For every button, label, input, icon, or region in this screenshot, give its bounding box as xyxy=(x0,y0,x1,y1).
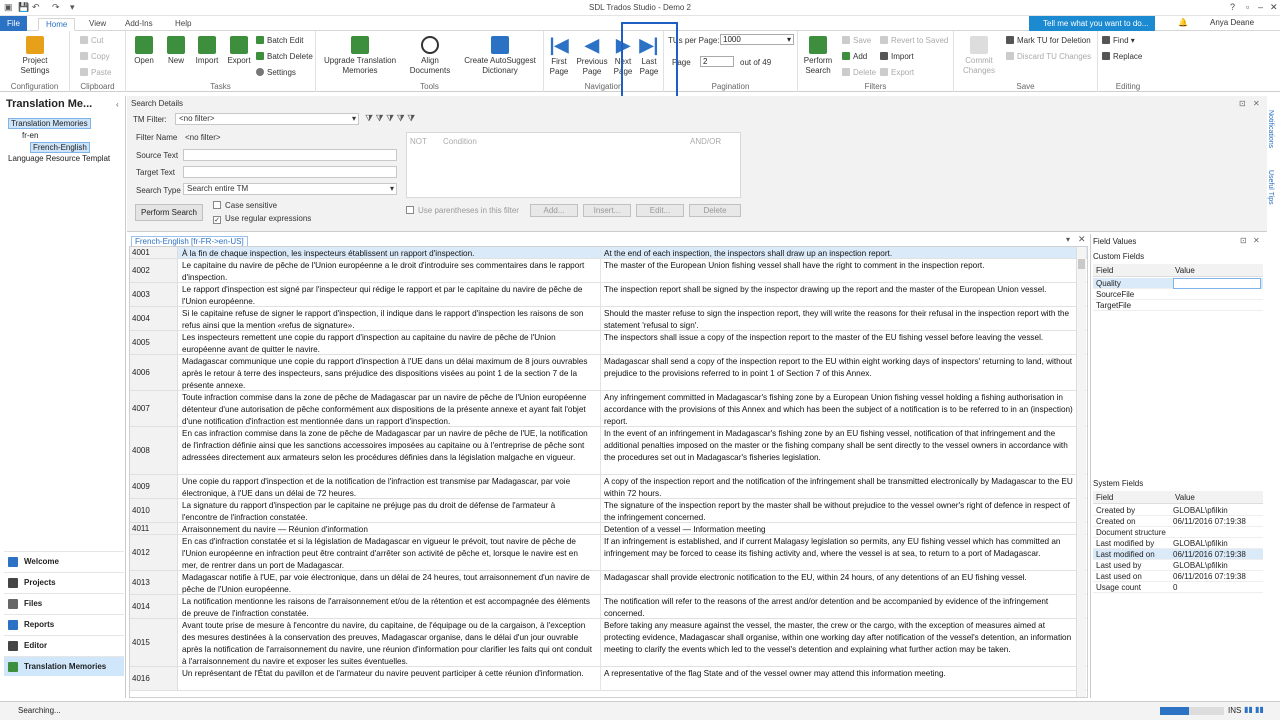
batch-edit-icon xyxy=(256,36,264,44)
custom-field-row[interactable] xyxy=(1093,289,1263,300)
editor-icon xyxy=(8,641,18,651)
source-segment[interactable]: Madagascar notifie à l'UE, par voie électronique, dans un délai de 24 heures, tout arraisonnement d'un navire de pêche de l'Union européenne. xyxy=(182,573,590,594)
target-segment[interactable]: Madagascar shall provide electronic notification to the EU, within 24 hours, of any detentions of an EU fishing vessel. xyxy=(604,573,1027,582)
target-segment[interactable]: If an infringement is established, and if current Malagasy legislation so permits, any EU fishing vessel which has committed an infringement may be forced to cease its fishing activity and, where the vessel is at sea, to return to a port of Madagascar. xyxy=(604,537,1061,558)
import-icon xyxy=(880,52,888,60)
tus-per-page-select[interactable]: 1000 ▾ xyxy=(720,34,794,45)
field-name: Created on xyxy=(1096,517,1136,526)
upgrade-tm-button[interactable]: Upgrade Translation Memories xyxy=(322,34,398,76)
commit-icon xyxy=(970,36,988,54)
col-condition: Condition xyxy=(443,137,477,146)
tu-id: 4012 xyxy=(130,535,178,570)
find-button[interactable]: Find ▾ xyxy=(1102,36,1135,45)
field-value: 0 xyxy=(1173,583,1178,592)
column-divider xyxy=(600,331,601,354)
close-icon[interactable]: ✕ xyxy=(1253,236,1260,245)
cut-button[interactable]: Cut xyxy=(80,36,103,45)
field-name: Created by xyxy=(1096,506,1136,515)
close-icon[interactable]: ✕ xyxy=(1270,2,1278,12)
source-segment[interactable]: La notification mentionne les raisons de l'arraisonnement et/ou de la rétention et est accompagnée des éléments de preuve de l'infraction constatée. xyxy=(182,597,591,618)
system-field-row[interactable] xyxy=(1093,516,1263,527)
last-page-button[interactable]: ▶| Last Page xyxy=(636,34,662,77)
reports-icon xyxy=(8,620,18,630)
source-segment[interactable]: Si le capitaine refuse de signer le rapport d'inspection, il indique dans le rapport d'inspection les raisons de son refus ainsi que la mention «refus de signature». xyxy=(182,309,584,330)
system-field-row[interactable] xyxy=(1093,560,1263,571)
custom-field-row[interactable] xyxy=(1093,278,1263,289)
nav-welcome[interactable]: Welcome xyxy=(4,551,124,571)
col-and-or: AND/OR xyxy=(690,137,722,146)
tu-id: 4011 xyxy=(130,523,178,534)
first-page-button[interactable]: |◀ First Page xyxy=(546,34,572,77)
custom-fields-table[interactable] xyxy=(1093,278,1263,311)
title-bar xyxy=(0,0,1280,16)
batch-delete-button[interactable]: Batch Delete xyxy=(256,52,313,61)
field-value: GLOBAL\pfilkin xyxy=(1173,561,1228,570)
page-number-input[interactable]: 2 xyxy=(700,56,734,67)
tus-per-page-label: TUs per Page: xyxy=(668,36,720,45)
tu-id: 4003 xyxy=(130,283,178,306)
table-row[interactable] xyxy=(130,475,1088,499)
new-button[interactable]: New xyxy=(162,34,190,66)
system-fields-header xyxy=(1093,491,1263,504)
search-details-title: Search Details xyxy=(131,99,184,108)
quality-value-input[interactable] xyxy=(1173,278,1261,289)
tab-view[interactable]: View xyxy=(89,19,107,28)
last-page-highlight xyxy=(621,22,678,102)
source-segment[interactable]: À la fin de chaque inspection, les inspecteurs établissent un rapport d'inspection. xyxy=(182,249,475,258)
gear-icon xyxy=(256,68,264,76)
table-row[interactable] xyxy=(130,595,1088,619)
pin-icon[interactable]: ⊡ xyxy=(1240,236,1247,245)
column-divider xyxy=(600,499,601,522)
tab-home[interactable]: Home xyxy=(38,18,75,31)
source-segment[interactable]: En cas d'infraction constatée et si la législation de Madagascar en vigueur le prévoit, tout navire de pêche de l'Union européenne en infraction peut être contraint d'arrêter son activité de pêche et, lorsque le navire est en mer, de rentrer dans un port de Madagascar. xyxy=(182,537,578,570)
save-icon[interactable]: 💾 xyxy=(18,2,30,12)
tu-id: 4005 xyxy=(130,331,178,354)
source-text-input[interactable] xyxy=(183,149,397,161)
column-divider xyxy=(600,283,601,306)
column-divider xyxy=(600,391,601,426)
replace-button[interactable]: Replace xyxy=(1102,52,1142,61)
align-icon xyxy=(421,36,439,54)
source-segment[interactable]: Toute infraction commise dans la zone de pêche de Madagascar par un navire de pêche de l'Union européenne détenteur d'une autorisation de pêche conformément aux dispositions de la présente annexe et ayant fait l'objet d'une notification d'infraction est mentionnée dans un rapport d'inspection. xyxy=(182,393,587,426)
source-segment[interactable]: Une copie du rapport d'inspection et de la notification de l'infraction est transmise par Madagascar, par voie électronique, à l'UE dans un délai de 72 heures. xyxy=(182,477,571,498)
tree-item-french-english[interactable]: French-English xyxy=(30,142,90,153)
first-page-icon: |◀ xyxy=(549,35,569,55)
nav-reports[interactable]: Reports xyxy=(4,614,124,634)
system-field-row[interactable] xyxy=(1093,549,1263,560)
column-divider xyxy=(600,595,601,618)
page-label: Page xyxy=(672,58,691,67)
previous-page-icon: ◀ xyxy=(585,35,599,55)
target-segment[interactable]: Detention of a vessel — Information meeting xyxy=(604,525,766,534)
field-value: 06/11/2016 07:19:38 xyxy=(1173,517,1246,526)
field-name: Document structure xyxy=(1096,528,1166,537)
field-value: GLOBAL\pfilkin xyxy=(1173,506,1228,515)
help-icon[interactable]: ? xyxy=(1230,2,1236,12)
use-regex-checkbox[interactable]: ✓ Use regular expressions xyxy=(214,214,312,224)
create-autosuggest-button[interactable]: Create AutoSuggest Dictionary xyxy=(462,34,538,76)
tu-id: 4007 xyxy=(130,391,178,426)
search-icon xyxy=(809,36,827,54)
field-name: Last used by xyxy=(1096,561,1142,570)
commit-changes-button[interactable]: Commit Changes xyxy=(958,34,1000,76)
export-icon xyxy=(880,68,888,76)
project-settings-button[interactable]: Project Settings xyxy=(10,34,60,76)
tu-id: 4008 xyxy=(130,427,178,474)
files-icon xyxy=(8,599,18,609)
table-row[interactable] xyxy=(130,247,1088,259)
target-segment[interactable]: Before taking any measure against the vessel, the master, the crew or the cargo, with the exception of measures aimed at protecting evidence, Madagascar shall organise, within one working day after notification of the vessel's detention, an information meeting to clarify the events which led to the vessel's detention and explaining what further action may be taken. xyxy=(604,621,1072,654)
field-name: Last modified by xyxy=(1096,539,1155,548)
custom-field-row[interactable] xyxy=(1093,300,1263,311)
pin-icon[interactable]: ⊡ xyxy=(1239,99,1246,108)
group-tools: Upgrade Translation Memories Align Documents Create AutoSuggest Dictionary Tools xyxy=(316,31,544,92)
mark-tu-deletion-button[interactable]: Mark TU for Deletion xyxy=(1006,36,1091,45)
group-pagination: TUs per Page: 1000 ▾ Page 2 out of 49 Pagination xyxy=(664,31,798,92)
tab-file[interactable]: File xyxy=(0,16,27,31)
col-value: Value xyxy=(1175,266,1195,275)
chevron-down-icon: ▾ xyxy=(351,114,356,123)
notification-bell-icon[interactable]: 🔔 xyxy=(1178,18,1188,27)
paste-button[interactable]: Paste xyxy=(80,68,111,77)
column-divider xyxy=(600,247,601,258)
group-filters: Perform Search Save Add Delete Revert to Saved Import Export Filters xyxy=(798,31,954,92)
column-divider xyxy=(600,571,601,594)
panel-title: Translation Me... xyxy=(6,98,93,110)
system-field-row[interactable] xyxy=(1093,571,1263,582)
export-button[interactable]: Export xyxy=(224,34,254,66)
field-values-title: Field Values xyxy=(1093,237,1137,246)
source-segment[interactable]: Le capitaine du navire de pêche de l'Union européenne a le droit d'introduire ses commentaires dans le rapport d'inspection. xyxy=(182,261,585,282)
field-name: Usage count xyxy=(1096,583,1141,592)
field-name: Quality xyxy=(1096,279,1121,288)
target-segment[interactable]: The master of the European Union fishing vessel shall have the right to comment in the inspection report. xyxy=(604,261,985,270)
replace-icon xyxy=(1102,52,1110,60)
tm-filter-label: TM Filter: xyxy=(133,115,167,124)
undo-icon[interactable]: ↶ xyxy=(32,2,40,12)
table-row[interactable] xyxy=(130,571,1088,595)
batch-delete-icon xyxy=(256,52,264,60)
tree-item-fr-en[interactable]: fr-en xyxy=(22,131,39,140)
perform-search-button[interactable]: Perform Search xyxy=(135,204,203,221)
ins-indicator: INS xyxy=(1228,706,1242,715)
nav-translation-memories[interactable]: Translation Memories xyxy=(4,656,124,676)
discard-icon xyxy=(1006,52,1014,60)
filter-save-button[interactable]: Save xyxy=(842,36,871,45)
condition-edit-button[interactable]: Edit... xyxy=(636,204,684,217)
col-not: NOT xyxy=(410,137,427,146)
table-row[interactable] xyxy=(130,523,1088,535)
condition-add-button[interactable]: Add... xyxy=(530,204,578,217)
dictionary-icon xyxy=(491,36,509,54)
condition-insert-button[interactable]: Insert... xyxy=(583,204,631,217)
source-segment[interactable]: Avant toute prise de mesure à l'encontre du navire, du capitaine, de l'équipage ou de la cargaison, à l'exception des mesures destinées à la conservation des preuves, Madagascar organise, dans le délai d'un jour ouvrable après la notification de l'arraisonnement du navire, une réunion d'information pour clarifier les faits qui ont conduit à l'arraisonnement du navire et exposer les suites éventuelles. xyxy=(182,621,593,666)
notifications-side-tab[interactable]: Notifications xyxy=(1267,110,1274,149)
scrollbar-thumb[interactable] xyxy=(1078,259,1085,269)
tree-item-language-templates[interactable]: Language Resource Templat xyxy=(8,154,111,163)
next-page-button[interactable]: ▶ Next Page xyxy=(610,34,636,77)
filter-name-value: <no filter> xyxy=(185,133,221,142)
batch-edit-button[interactable]: Batch Edit xyxy=(256,36,303,45)
target-segment[interactable]: Any infringement committed in Madagascar's fishing zone by a European Union fishing vessel holding a fishing authorisation in accordance with the provisions of this Annex and which has been the subject of a notification is to be referred to in an (inspection) report. xyxy=(604,393,1073,426)
source-segment[interactable]: Un représentant de l'État du pavillon et de l'armateur du navire peuvent participer à cette réunion d'information. xyxy=(182,669,584,678)
filter-export-button[interactable]: Export xyxy=(880,68,914,77)
table-row[interactable] xyxy=(130,355,1088,391)
column-divider xyxy=(600,259,601,282)
tu-id: 4015 xyxy=(130,619,178,666)
target-segment[interactable]: Should the master refuse to sign the inspection report, they will write the reasons for their refusal in the inspection report with the statement 'refusal to sign'. xyxy=(604,309,1070,330)
column-divider xyxy=(600,355,601,390)
system-field-row[interactable] xyxy=(1093,582,1263,593)
target-segment[interactable]: In the event of an infringement in Madagascar's fishing zone by an EU fishing vessel, notification of that infringement and the additional penalties imposed on the master or the fishing company shall be sent directly to the vessel owners in accordance with the procedures set out in Madagascar's fisheries legislation. xyxy=(604,429,1068,462)
settings-button[interactable]: Settings xyxy=(256,68,296,77)
filter-add-button[interactable]: Add xyxy=(842,52,867,61)
table-row[interactable] xyxy=(130,427,1088,475)
revert-icon xyxy=(880,36,888,44)
target-segment[interactable]: At the end of each inspection, the inspectors shall draw up an inspection report. xyxy=(604,249,893,258)
group-configuration: Project Settings Configuration xyxy=(0,31,70,92)
tell-me-box[interactable]: Tell me what you want to do... xyxy=(1029,16,1155,31)
column-divider xyxy=(600,523,601,534)
save-icon xyxy=(842,36,850,44)
source-segment[interactable]: Le rapport d'inspection est signé par l'inspecteur qui rédige le rapport et par le capitaine du navire de pêche de l'Union européenne. xyxy=(182,285,583,306)
upgrade-icon xyxy=(351,36,369,54)
tu-id: 4010 xyxy=(130,499,178,522)
group-editing: Find ▾ Replace Editing xyxy=(1098,31,1158,92)
target-segment[interactable]: The signature of the inspection report by the master shall be without prejudice to the vessel owner's right of defence in respect of the infringement concerned. xyxy=(604,501,1070,522)
page-count: out of 49 xyxy=(740,58,772,67)
target-segment[interactable]: Madagascar shall send a copy of the inspection report to the EU within eight working days of inspectors' returning to land, without prejudice to the provisions referred to in point 1 of Section 7 of this Annex. xyxy=(604,357,1073,378)
binoculars-icon xyxy=(1102,36,1110,44)
tu-id: 4002 xyxy=(130,259,178,282)
mark-delete-icon xyxy=(1006,36,1014,44)
field-name: SourceFile xyxy=(1096,290,1135,299)
column-divider xyxy=(600,667,601,690)
add-icon xyxy=(842,52,850,60)
last-page-icon: ▶| xyxy=(639,35,659,55)
table-row[interactable] xyxy=(130,667,1088,691)
filter-condition-table[interactable] xyxy=(406,132,741,198)
table-row[interactable] xyxy=(130,499,1088,523)
system-field-row[interactable] xyxy=(1093,527,1263,538)
nav-projects[interactable]: Projects xyxy=(4,572,124,592)
target-text-label: Target Text xyxy=(136,168,175,177)
new-icon xyxy=(167,36,185,54)
tab-dropdown-icon[interactable]: ▾ xyxy=(1066,235,1071,244)
condition-delete-button[interactable]: Delete xyxy=(689,204,741,217)
table-row[interactable] xyxy=(130,307,1088,331)
table-row[interactable] xyxy=(130,535,1088,571)
projects-icon xyxy=(8,578,18,588)
useful-tips-side-tab[interactable]: Useful Tips xyxy=(1267,170,1274,205)
tu-id: 4004 xyxy=(130,307,178,330)
next-page-icon: ▶ xyxy=(616,35,630,55)
source-segment[interactable]: En cas infraction commise dans la zone de pêche de Madagascar par un navire de pêche de l'UE, la notification de l'infraction définie ainsi que les sanctions accessoires imposées au capitaine ou à l'entreprise de pêche sont adressées directement aux armateurs selon les procédures définies dans la législation malgache en vigueur. xyxy=(182,429,588,462)
customize-icon[interactable]: ▾ xyxy=(70,2,75,12)
group-clipboard: Cut Copy Paste Clipboard xyxy=(70,31,126,92)
search-details-panel xyxy=(127,96,1267,232)
table-row[interactable] xyxy=(130,619,1088,667)
left-panel xyxy=(0,96,126,698)
status-bar xyxy=(0,701,1280,720)
import-icon xyxy=(198,36,216,54)
tu-id: 4016 xyxy=(130,667,178,690)
field-value: 06/11/2016 07:19:38 xyxy=(1173,572,1246,581)
collapse-icon[interactable]: ‹ xyxy=(116,100,119,109)
column-divider xyxy=(600,475,601,498)
nav-files[interactable]: Files xyxy=(4,593,124,613)
tm-icon xyxy=(8,662,18,672)
col-value: Value xyxy=(1175,493,1195,502)
source-segment[interactable]: Les inspecteurs remettent une copie du rapport d'inspection au capitaine du navire de pêche de l'Union européenne avant de quitter le navire. xyxy=(182,333,556,354)
export-icon xyxy=(230,36,248,54)
tu-id: 4013 xyxy=(130,571,178,594)
window-title: SDL Trados Studio - Demo 2 xyxy=(589,3,691,12)
target-text-input[interactable] xyxy=(183,166,397,178)
system-field-row[interactable] xyxy=(1093,505,1263,516)
redo-icon[interactable]: ↷ xyxy=(52,2,60,12)
copy-icon xyxy=(80,52,88,60)
delete-icon xyxy=(842,68,850,76)
table-row[interactable] xyxy=(130,391,1088,427)
source-segment[interactable]: Madagascar communique une copie du rapport d'inspection à l'UE dans un délai maximum de 8 jours ouvrables après le retour à terre des inspecteurs, sans préjudice des dispositions visées au point 1 de la section 7 de la présente annexe. xyxy=(182,357,588,390)
paste-icon xyxy=(80,68,88,76)
system-fields-table[interactable] xyxy=(1093,505,1263,593)
system-field-row[interactable] xyxy=(1093,538,1263,549)
app-icon: ▣ xyxy=(4,2,13,12)
status-text: Searching... xyxy=(18,706,61,715)
column-divider xyxy=(600,535,601,570)
tu-id: 4014 xyxy=(130,595,178,618)
custom-fields-header xyxy=(1093,264,1263,277)
group-navigation: |◀ First Page ◀ Previous Page ▶ Next Page ▶| Last Page Navigation xyxy=(544,31,664,92)
open-icon xyxy=(135,36,153,54)
source-text-label: Source Text xyxy=(136,151,179,160)
field-value: 06/11/2016 07:19:38 xyxy=(1173,550,1246,559)
restore-icon[interactable]: ▫ xyxy=(1246,2,1250,12)
filter-delete-button[interactable]: Delete xyxy=(842,68,876,77)
field-value: GLOBAL\pfilkin xyxy=(1173,539,1228,548)
language-flag-icons: ▮▮ ▮▮ xyxy=(1244,705,1264,714)
tu-id: 4001 xyxy=(130,247,178,258)
target-segment[interactable]: The inspectors shall issue a copy of the inspection report to the master of the EU fishing vessel before leaving the vessel. xyxy=(604,333,1044,342)
search-type-label: Search Type xyxy=(136,186,181,195)
field-name: Last modified on xyxy=(1096,550,1155,559)
minimize-icon[interactable]: – xyxy=(1258,2,1264,12)
grid-scrollbar[interactable] xyxy=(1076,247,1086,697)
open-button[interactable]: Open xyxy=(130,34,158,66)
cut-icon xyxy=(80,36,88,44)
tu-id: 4009 xyxy=(130,475,178,498)
progress-fill xyxy=(1160,707,1189,715)
table-row[interactable] xyxy=(130,259,1088,283)
use-parentheses-checkbox[interactable]: Use parentheses in this filter xyxy=(406,206,519,215)
user-name[interactable]: Anya Deane xyxy=(1210,18,1255,27)
tree-root[interactable]: Translation Memories xyxy=(8,118,91,129)
group-save: Commit Changes Mark TU for Deletion Discard TU Changes Save xyxy=(954,31,1098,92)
chevron-down-icon: ▾ xyxy=(786,35,791,44)
source-segment[interactable]: La signature du rapport d'inspection par le capitaine ne préjuge pas du droit de défense de l'armateur à l'encontre de l'infraction constatée. xyxy=(182,501,556,522)
project-settings-icon xyxy=(26,36,44,54)
system-fields-title: System Fields xyxy=(1093,479,1144,488)
previous-page-button[interactable]: ◀ Previous Page xyxy=(574,34,610,77)
welcome-icon xyxy=(8,557,18,567)
progress-bar xyxy=(1160,707,1224,715)
filter-name-label: Filter Name xyxy=(136,133,178,142)
import-button[interactable]: Import xyxy=(192,34,222,66)
close-icon[interactable]: ✕ xyxy=(1253,99,1260,108)
column-divider xyxy=(600,307,601,330)
search-type-select[interactable]: Search entire TM ▾ xyxy=(183,183,397,195)
align-documents-button[interactable]: Align Documents xyxy=(402,34,458,76)
tu-id: 4006 xyxy=(130,355,178,390)
table-row[interactable] xyxy=(130,331,1088,355)
filter-import-button[interactable]: Import xyxy=(880,52,914,61)
revert-button[interactable]: Revert to Saved xyxy=(880,36,948,45)
column-divider xyxy=(600,427,601,474)
target-segment[interactable]: The inspection report shall be signed by the inspector drawing up the report and the master of the European Union vessel. xyxy=(604,285,1047,294)
target-segment[interactable]: A representative of the flag State and of the vessel owner may attend this information meeting. xyxy=(604,669,946,678)
table-row[interactable] xyxy=(130,283,1088,307)
col-field: Field xyxy=(1096,266,1114,275)
tm-grid[interactable] xyxy=(129,246,1088,698)
field-name: Last used on xyxy=(1096,572,1142,581)
target-segment[interactable]: The notification will refer to the reasons of the arrest and/or detention and be accompanied by evidence of the infringement concerned. xyxy=(604,597,1049,618)
tab-addins[interactable]: Add-Ins xyxy=(125,19,153,28)
group-tasks: Open New Import Export Batch Edit Batch Delete Settings Tasks xyxy=(126,31,316,92)
tm-document-tab[interactable]: French-English [fr-FR->en-US] xyxy=(131,236,248,247)
target-segment[interactable]: A copy of the inspection report and the notification of the infringement shall be transmitted electronically by Madagascar to the EU within 72 hours. xyxy=(604,477,1073,498)
perform-search-button[interactable]: Perform Search xyxy=(802,34,834,76)
field-name: TargetFile xyxy=(1096,301,1132,310)
col-field: Field xyxy=(1096,493,1114,502)
close-icon[interactable]: ✕ xyxy=(1078,234,1086,244)
copy-button[interactable]: Copy xyxy=(80,52,110,61)
custom-fields-title: Custom Fields xyxy=(1093,252,1145,261)
tm-filter-select[interactable]: <no filter> ▾ xyxy=(175,113,359,125)
case-sensitive-checkbox[interactable]: Case sensitive xyxy=(213,201,277,210)
column-divider xyxy=(600,619,601,666)
chevron-down-icon: ▾ xyxy=(389,184,394,193)
nav-editor[interactable]: Editor xyxy=(4,635,124,655)
discard-tu-changes-button[interactable]: Discard TU Changes xyxy=(1006,52,1091,61)
tab-help[interactable]: Help xyxy=(175,19,192,28)
source-segment[interactable]: Arraisonnement du navire — Réunion d'information xyxy=(182,525,368,534)
filter-toolbar-icons[interactable]: ⧩ ⧩ ⧩ ⧩ ⧩ xyxy=(365,113,416,123)
